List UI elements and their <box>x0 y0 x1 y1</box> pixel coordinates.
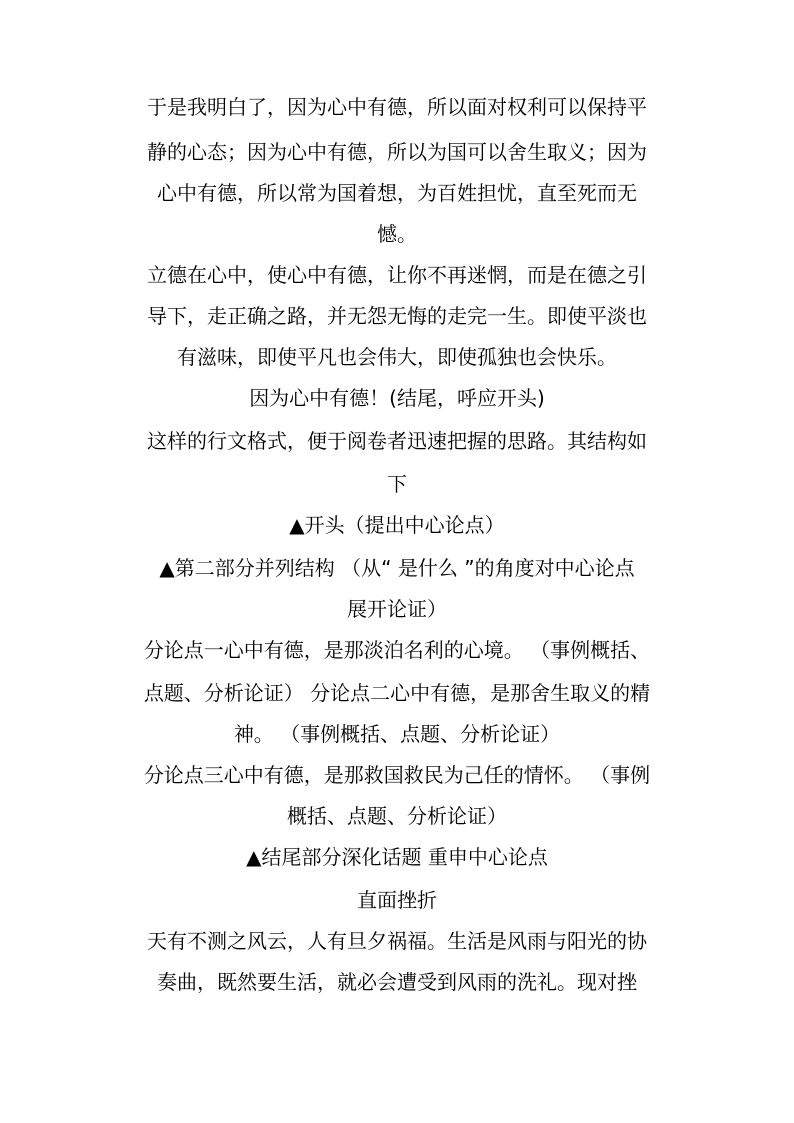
text-line: 因为心中有德！(结尾，呼应开头) <box>249 386 545 410</box>
text-line: 这样的行文格式，便于阅卷者迅速把握的思路。其结构如 <box>147 429 647 453</box>
text-line: 概括、点题、分析论证） <box>287 804 507 828</box>
text-line: 点题、分析论证） 分论点二心中有德，是那舍生取义的精 <box>143 681 651 705</box>
text-line: 心中有德，所以常为国着想，为百姓担忧，直至死而无 <box>157 181 637 205</box>
text-line: 分论点三心中有德，是那救国救民为己任的情怀。 （事例 <box>143 763 651 787</box>
text-line: 奏曲，既然要生活，就必会遭受到风雨的洗礼。现对挫 <box>157 970 637 994</box>
text-line: 静的心态；因为心中有德，所以为国可以舍生取义；因为 <box>147 140 647 164</box>
text-line: 有滋味，即使平凡也会伟大，即使孤独也会快乐。 <box>177 345 617 369</box>
text-line: 憾。 <box>377 222 417 246</box>
text-line: 下 <box>387 472 407 496</box>
section-heading: ▲开头（提出中心论点） <box>289 513 505 537</box>
text-line: 神。 （事例概括、点题、分析论证） <box>233 722 561 746</box>
section-heading: ▲第二部分并列结构 （从“ 是什么 ”的角度对中心论点 <box>159 556 635 580</box>
text-line: 于是我明白了，因为心中有德，所以面对权利可以保持平 <box>147 95 647 119</box>
text-line: 分论点一心中有德，是那淡泊名利的心境。 （事例概括、 <box>143 638 651 662</box>
text-line: 立德在心中，使心中有德，让你不再迷惘，而是在德之引 <box>147 263 647 287</box>
section-heading: ▲结尾部分深化话题 重申中心论点 <box>246 845 548 869</box>
text-line: 天有不测之风云，人有旦夕祸福。生活是风雨与阳光的协 <box>147 929 647 953</box>
text-line: 导下，走正确之路，并无怨无悔的走完一生。即使平淡也 <box>147 304 647 328</box>
text-line: 展开论证） <box>347 597 447 621</box>
essay-title: 直面挫折 <box>357 888 437 912</box>
